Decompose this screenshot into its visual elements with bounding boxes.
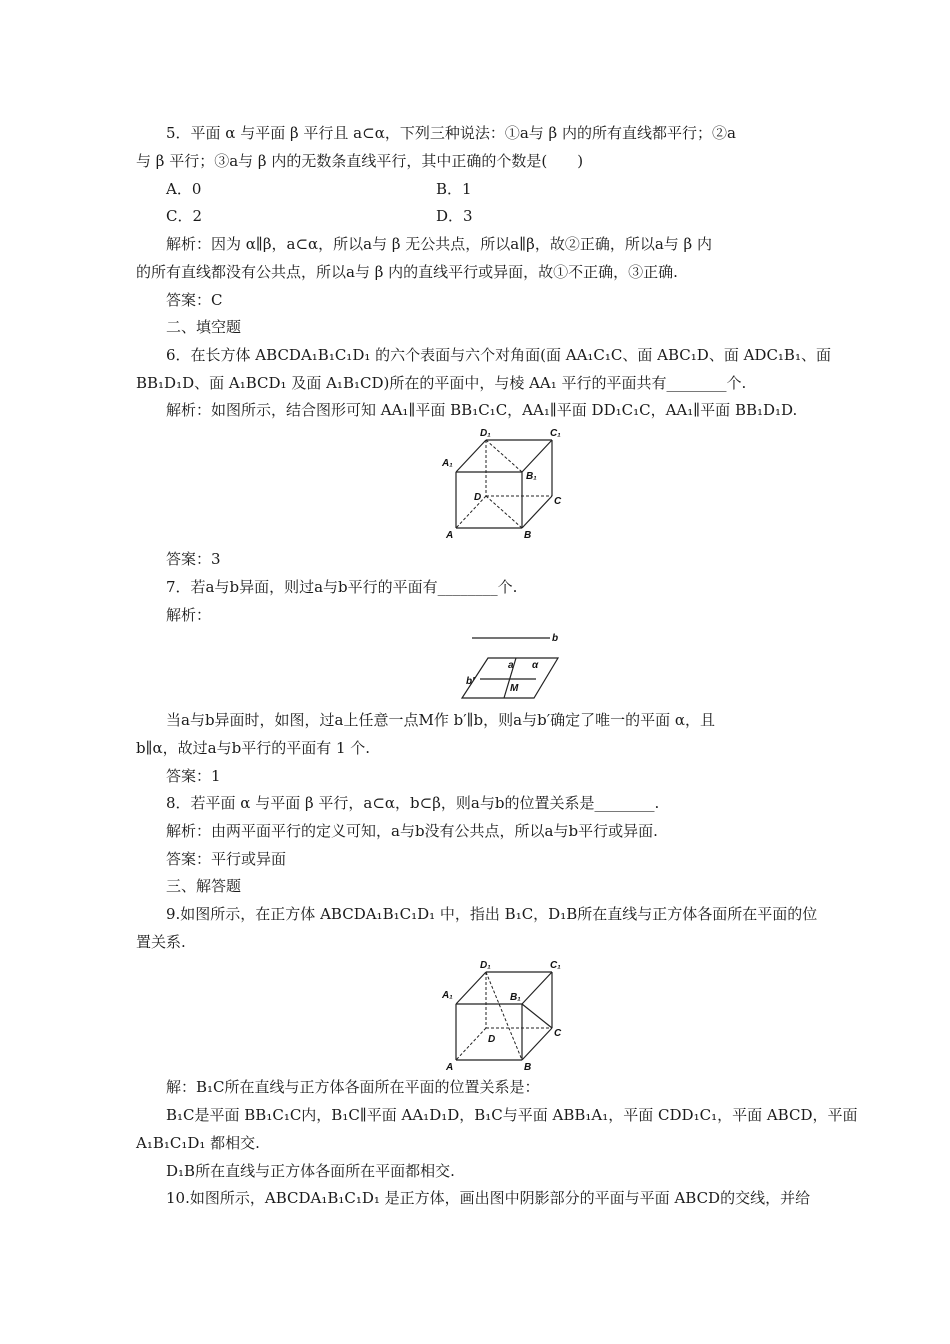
q9-solution-3: D₁B所在直线与正方体各面所在平面都相交. <box>166 1162 455 1180</box>
q9-line-2: 置关系. <box>136 933 186 951</box>
label-a: A <box>446 1062 454 1073</box>
label-d1: D₁ <box>480 428 491 439</box>
q6-line-1: 6．在长方体 ABCDA₁B₁C₁D₁ 的六个表面与六个对角面(面 AA₁C₁C、面 ABC₁D、面 ADC₁B₁、面 <box>166 346 831 364</box>
q5-line-2: 与 β 平行；③a与 β 内的无数条直线平行，其中正确的个数是( ) <box>136 152 584 170</box>
q5-analysis-1: 解析：因为 α∥β，a⊂α，所以a与 β 无公共点，所以a∥β，故②正确，所以a与 β 内 <box>166 235 712 253</box>
label-c: C <box>554 496 562 507</box>
q7-analysis-2: b∥α，故过a与b平行的平面有 1 个. <box>136 739 371 757</box>
label-d1: D₁ <box>480 960 491 971</box>
q6-analysis: 解析：如图所示，结合图形可知 AA₁∥平面 BB₁C₁C，AA₁∥平面 DD₁C₁C，AA₁∥平面 BB₁D₁D. <box>166 401 798 419</box>
q5-answer: 答案：C <box>166 291 223 309</box>
q6-answer: 答案：3 <box>166 550 221 568</box>
q5-option-b: B．1 <box>436 180 472 198</box>
section-solve: 三、解答题 <box>166 877 242 895</box>
label-b1: B₁ <box>526 471 537 482</box>
q7-answer: 答案：1 <box>166 767 221 785</box>
q5-option-c: C．2 <box>166 207 203 225</box>
q8-answer: 答案：平行或异面 <box>166 850 287 868</box>
q9-solution-intro: 解：B₁C所在直线与正方体各面所在平面的位置关系是： <box>166 1078 540 1096</box>
label-b: b <box>552 633 559 644</box>
q5-analysis-2: 的所有直线都没有公共点，所以a与 β 内的直线平行或异面，故①不正确，③正确. <box>136 263 678 281</box>
label-a1: A₁ <box>442 990 453 1001</box>
q9-solution-2: A₁B₁C₁D₁ 都相交. <box>136 1134 260 1152</box>
q7-line-1: 7．若a与b异面，则过a与b平行的平面有________个. <box>166 578 518 596</box>
label-alpha: α <box>532 660 539 671</box>
label-c1: C₁ <box>550 428 561 439</box>
q5-line-1: 5．平面 α 与平面 β 平行且 a⊂α，下列三种说法：①a与 β 内的所有直线都平行；②a <box>166 124 736 142</box>
q7-analysis-1: 当a与b异面时，如图，过a上任意一点M作 b′∥b，则a与b′确定了唯一的平面 α，且 <box>166 711 716 729</box>
label-c: C <box>554 1028 562 1039</box>
q9-line-1: 9.如图所示，在正方体 ABCDA₁B₁C₁D₁ 中，指出 B₁C，D₁B所在直线与正方体各面所在平面的位 <box>166 905 818 923</box>
q7-analysis-label: 解析： <box>166 606 212 624</box>
figure-cube-2 <box>440 956 580 1076</box>
label-c1: C₁ <box>550 960 561 971</box>
figure-skew-lines <box>450 628 570 704</box>
q9-solution-1: B₁C是平面 BB₁C₁C内，B₁C∥平面 AA₁D₁D，B₁C与平面 ABB₁A₁，平面 CDD₁C₁，平面 ABCD，平面 <box>166 1106 858 1124</box>
label-b: B <box>524 530 532 541</box>
q8-line-1: 8．若平面 α 与平面 β 平行，a⊂α，b⊂β，则a与b的位置关系是________. <box>166 794 660 812</box>
q5-option-a: A．0 <box>166 180 202 198</box>
label-d: D <box>488 1034 496 1045</box>
label-a1: A₁ <box>442 458 453 469</box>
q8-analysis: 解析：由两平面平行的定义可知，a与b没有公共点，所以a与b平行或异面. <box>166 822 658 840</box>
label-b-prime: b′ <box>466 676 475 687</box>
label-b1: B₁ <box>510 992 521 1003</box>
label-a: A <box>446 530 454 541</box>
section-fill-blank: 二、填空题 <box>166 318 242 336</box>
figure-cube-1 <box>440 424 580 544</box>
label-d: D <box>474 492 482 503</box>
label-m: M <box>510 683 519 694</box>
q10-line-1: 10.如图所示，ABCDA₁B₁C₁D₁ 是正方体，画出图中阴影部分的平面与平面 ABCD的交线，并给 <box>166 1189 811 1207</box>
label-a: a <box>508 660 514 671</box>
q5-option-d: D．3 <box>436 207 473 225</box>
q6-line-2: BB₁D₁D、面 A₁BCD₁ 及面 A₁B₁CD)所在的平面中，与棱 AA₁ 平行的平面共有________个. <box>136 374 747 392</box>
label-b: B <box>524 1062 532 1073</box>
